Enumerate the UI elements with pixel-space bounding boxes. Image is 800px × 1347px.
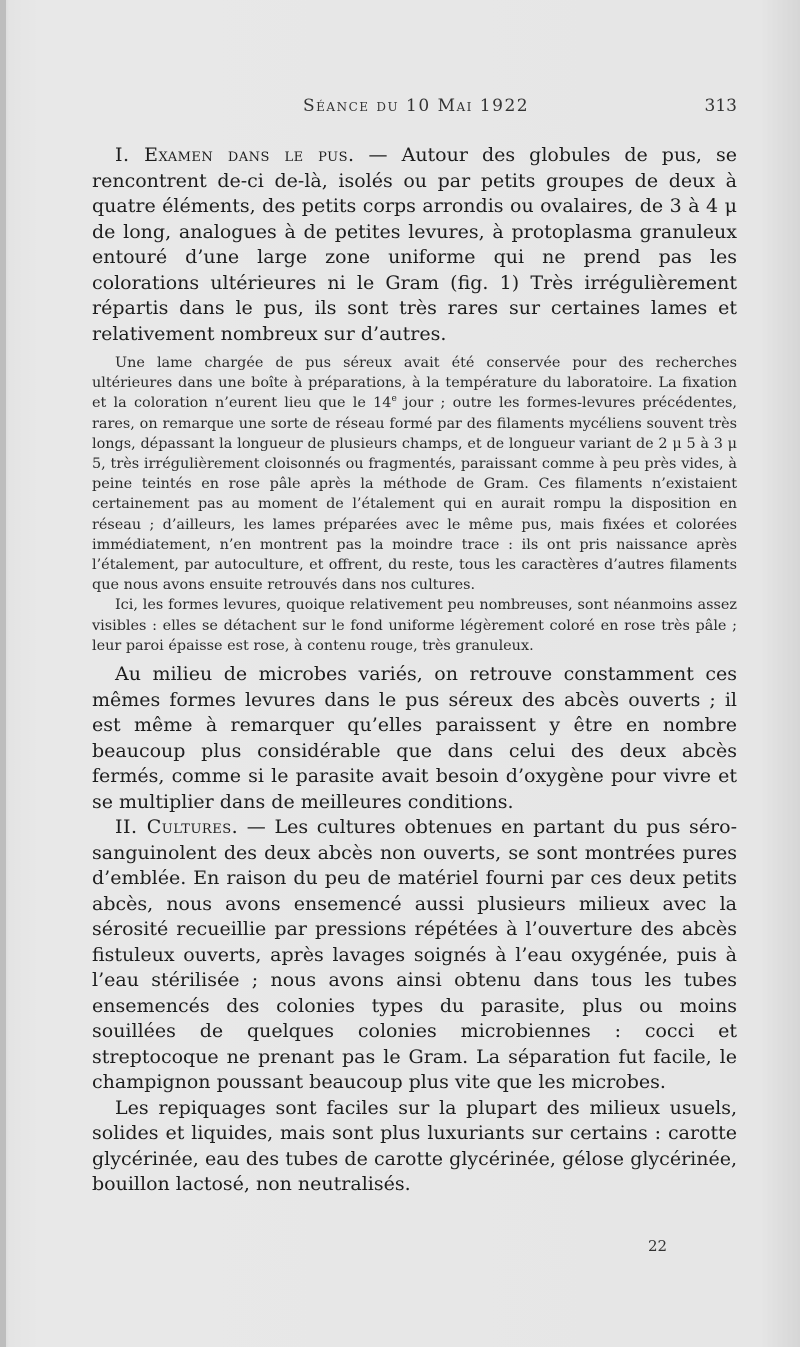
running-title: Séance du 10 Mai 1922 xyxy=(303,96,530,116)
paragraph-examen xyxy=(92,143,737,347)
paragraph-cultures-text: — Les cultures obtenues en partant du pus séro-sanguinolent des deux abcès non ouverts, se sont montrées pures d’emblée. En raison du peu de matériel fourni par ces deux petits abcès, nous avons ensemencé aussi plusieurs milieux avec la sérosité recueillie par pressions répétées à l’ouverture des abcès fistuleux ouverts, après lavages soignés à l’eau oxygénée, puis à l’eau stérilisée ; nous avons ainsi obtenu dans tous les tubes ensemencés des colonies types du parasite, plus ou moins souillées de quelques colonies microbiennes : cocci et streptocoque ne prenant pas le Gram. La séparation fut facile, le champignon poussant beaucoup plus vite que les microbes. xyxy=(92,816,737,1094)
section-heading-examen: I. Examen dans le pus. xyxy=(115,144,355,166)
small-print-block xyxy=(92,353,737,656)
ordinal-superscript: e xyxy=(391,394,397,405)
section-examen xyxy=(92,143,737,347)
section-heading-cultures: II. Cultures. xyxy=(115,816,239,839)
small-paragraph-lame xyxy=(92,353,737,595)
small-paragraph-lame-a: Une lame chargée de pus séreux avait été conservée pour des recherches ultérieures dans une boîte à préparations, à la température du laboratoire. La fixation et la coloration n’eurent lieu que le 14 xyxy=(92,355,737,412)
paragraph-repiquages: Les repiquages sont faciles sur la plupart des milieux usuels, solides et liquides, mais sont plus luxuriants sur certains : carotte glycérinée, eau des tubes de carotte glycérinée, gélose glycérinée, bouillon lactosé, non neutralisés. xyxy=(92,1096,737,1196)
paragraph-microbes: Au milieu de microbes variés, on retrouve constamment ces mêmes formes levures dans le pus séreux des abcès ouverts ; il est même à remarquer qu’elles paraissent y être en nombre beaucoup plus considérable que dans celui des deux abcès fermés, comme si le parasite avait besoin d’oxygène pour vivre et se multiplier dans de meilleures conditions. xyxy=(92,663,737,813)
page-number: 313 xyxy=(704,96,737,116)
page-edge-shadow xyxy=(0,0,6,1347)
small-paragraph-formes: Ici, les formes levures, quoique relativement peu nombreuses, sont néanmoins assez visibles : elles se détachent sur le fond uniforme légèrement coloré en rose très pâle ; leur paroi épaisse est rose, à contenu rouge, très granuleux. xyxy=(92,597,737,654)
body-text xyxy=(92,143,737,1198)
section-continued xyxy=(92,662,737,1198)
printer-signature-mark: 22 xyxy=(648,1237,668,1255)
running-head xyxy=(0,96,800,120)
small-paragraph-lame-b: jour ; outre les formes-levures précédentes, rares, on remarque une sorte de réseau formé par des filaments mycéliens souvent très longs, dépassant la longueur de plusieurs champs, et de longueur variant de 2 μ 5 à 3 μ 5, très irrégulièrement cloisonnés ou fragmentés, paraissant comme à peu près vides, à peine teintés en rose pâle après la méthode de Gram. Ces filaments n’existaient certainement pas au moment de l’étalement qui en aurait rompu la disposition en réseau ; d’ailleurs, les lames préparées avec le même pus, mais fixées et colorées immédiatement, n’en montrent pas la moindre trace : ils ont pris naissance après l’étalement, par autoculture, et offrent, du reste, tous les caractères d’autres filaments que nous avons ensuite retrouvés dans nos cultures. xyxy=(92,395,737,594)
paragraph-examen-text: — Autour des globules de pus, se rencontrent de-ci de-là, isolés ou par petits groupes de deux à quatre éléments, des petits corps arrondis ou ovalaires, de 3 à 4 μ de long, analogues à de petites levures, à protoplasma granuleux entouré d’une large zone uniforme qui ne prend pas les colorations ultérieures ni le Gram (fig. 1) Très irrégulièrement répartis dans le pus, ils sont très rares sur certaines lames et relativement nombreux sur d’autres. xyxy=(92,144,737,345)
paragraph-cultures xyxy=(92,815,737,1096)
